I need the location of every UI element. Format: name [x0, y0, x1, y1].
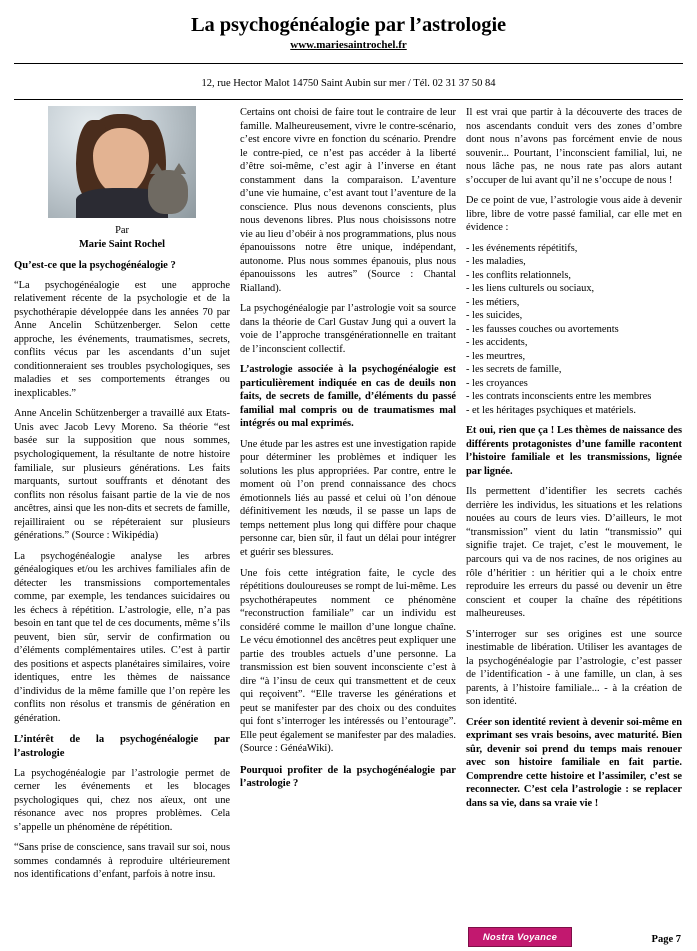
- paragraph: La psychogénéalogie par l’astrologie permet de cerner les événements et les blocages psychologiques qui, chez nos aïeux, ont une résonance avec nos propres problèmes. Cela s’appelle un phénomène de répétition.: [14, 767, 230, 833]
- list-item: - les meurtres,: [466, 350, 526, 362]
- list-item: - les contrats inconscients entre les membres: [466, 391, 652, 403]
- author-photo-block: [14, 106, 230, 251]
- byline: [14, 224, 230, 251]
- paragraph-bold: L’astrologie associée à la psychogénéalogie est particulièrement indiquée en cas de deuils non faits, de secrets de famille, d’éléments du passé familial mal compris ou de traumatismes mal intégrés ou mal exprimés.: [240, 364, 456, 430]
- paragraph: “La psychogénéalogie est une approche relativement récente de la psychologie et de la psychothérapie développée dans les années 70 par Anne Ancelin Schützenberger. Selon cette approche, les événements, traumatismes, secrets, conflits vécus par les ascendants d’un sujet conditionneraient ses troubles psychologiques, ses maladies et ses comportements étranges ou inexplicables.”: [14, 279, 230, 399]
- list-item: - les fausses couches ou avortements: [466, 323, 619, 335]
- list-item: - les maladies,: [466, 256, 526, 268]
- article-columns: [14, 106, 683, 889]
- paragraph-bold: Et oui, rien que ça ! Les thèmes de naissance des différents protagonistes d’une famille racontent l’histoire familiale et les transmissions, lignée par lignée.: [466, 425, 682, 477]
- paragraph: Une étude par les astres est une investigation rapide pour déterminer les problèmes et indiquer les solutions les plus appropriées. Par contre, entre le moment où l’on prend connaissance des chocs émotionnels liés au passé et celui où l’on dénoue définitivement les nœuds, il se passe un laps de temps nettement plus long qui diffère pour chaque personne car, bien sûr, il faut un délai pour intégrer et guérir ses blessures.: [240, 438, 456, 558]
- column-2: [240, 106, 456, 797]
- divider-top: [14, 63, 683, 64]
- author-name: Marie Saint Rochel: [79, 238, 165, 250]
- list-item: - les croyances: [466, 377, 528, 389]
- list-item: - et les héritages psychiques et matériels.: [466, 404, 636, 416]
- column-1: [14, 106, 230, 889]
- paragraph: La psychogénéalogie analyse les arbres généalogiques et/ou les archives familiales afin de détecter les transmissions comportementales comme, par exemple, les tendances suicidaires ou les échecs à répétition. L’astrologie, elle, n’a pas besoin en tant que tel de ces documents, même s’ils peuvent, bien sûr, servir de confirmation ou d’éléments complémentaires utiles. C’est à partir des positions et aspects planétaires similaires, voire identiques, entre les thèmes de naissance d’individus de la même famille que l’on repère les conflits non résolus et transmis de génération en génération.: [14, 550, 230, 724]
- list-item: - les accidents,: [466, 337, 528, 349]
- heading-interest: L’intérêt de la psychogénéalogie par l’astrologie: [14, 734, 230, 760]
- paragraph: “Sans prise de conscience, sans travail sur soi, nous sommes condamnés à reproduire ultérieurement nos identifications d’enfant, parfois à notre insu.: [14, 842, 230, 881]
- paragraph: Une fois cette intégration faite, le cycle des répétitions douloureuses se rompt de lui-même. Les psychothérapeutes nomment ce phénomène “reconstruction familiale” car un individu est considéré comme le maillon d’une longue chaîne. Le vécu émotionnel des ancêtres peut expliquer une partie des troubles actuels d’une personne. La transmission est bien souvent inconsciente c’est à dire “à l’insu de ceux qui transmettent et de ceux qui reçoivent”. “Elle traverse les générations et peut se manifester par des choix ou des conduites qui font s’interroger les intéressés ou l’entourage”. Elle peut également se manifester par des maladies. (Source : GénéaWiki).: [240, 567, 456, 755]
- heading-what-is: Qu’est-ce que la psychogénéalogie ?: [14, 260, 176, 272]
- paragraph-bold: Créer son identité revient à devenir soi-même en exprimant ses vrais besoins, avec maturité. Bien sûr, devenir soi prend du temps mais renouer avec son histoire familiale en fait partie. Comprendre cette histoire et l’assimiler, c’est se reconnecter. C’est cela l’astrologie : se replacer dans sa vie, dans sa vraie vie !: [466, 716, 682, 809]
- divider-bottom: [14, 99, 683, 100]
- paragraph: La psychogénéalogie par l’astrologie voit sa source dans la théorie de Carl Gustav Jung qui a ouvert la voie de l’approche transgénérationnelle en traitant de l’inconscient collectif.: [240, 303, 456, 355]
- paragraph: Certains ont choisi de faire tout le contraire de leur famille. Malheureusement, vivre le contre-scénario, c’est encore vivre en fonction du scénario. Prendre le contre-pied, ce n’est pas accéder à la liberté d’être soi-même, c’est agir à l’inverse en étant constamment dans la comparaison. L’aventure d’une vie humaine, c’est avant tout l’aventure de la conscience. Plus nous devenons conscients, plus nous devenons libres. Plus nous choisissons notre vie au lieu d’obéir à nos programmations, plus nous épanouissons notre être unique, indépendant, autonome. Plus nous sommes épanouis, plus nous épanouissons les autres” (Source : Chantal Rialland).: [240, 107, 456, 294]
- paragraph: Anne Ancelin Schützenberger a travaillé aux Etats-Unis avec Jacob Levy Moreno. Sa théorie “est basée sur la supposition que nous sommes, psychologiquement, la résultante de notre histoire familiale, sur plusieurs générations. Les faits marquants, surtout souffrants et dénotant des conflits non résolus faisant partie de la vie de nos ancêtres, ainsi que les non-dits et secrets de famille, rejailliraient ou se répéteraient sur plusieurs générations.” (Source : Wikipédia): [14, 408, 230, 542]
- byline-par: Par: [115, 225, 129, 236]
- website-link[interactable]: www.mariesaintrochel.fr: [290, 39, 407, 51]
- paragraph: Ils permettent d’identifier les secrets cachés derrière les individus, les situations et les relations nouées au cours de leurs vies. D’ailleurs, le mot “transmission” vient du latin “transmissio” qui signifie trajet. Ce trajet, c’est le mouvement, le parcours qui va de nos racines, de nos origines au rôle d’héritier : un héritier qui a le choix entre reproduire les erreurs du passé ou devenir un être conscient et couper la chaîne des répétitions malheureuses.: [466, 486, 682, 620]
- paragraph: S’interroger sur ses origines est une source inestimable de libération. Utiliser les avantages de la psychogénéalogie par l’astrologie, c’est passer de l’identification - à une famille, un clan, à ses parents, à l’histoire familiale... - à la création de son identité.: [466, 628, 682, 708]
- list-item: - les événements répétitifs,: [466, 242, 578, 254]
- paragraph: De ce point de vue, l’astrologie vous aide à devenir libre, libre de votre passé familial, car elle met en évidence :: [466, 195, 682, 234]
- logo-text: Nostra Voyance: [482, 931, 558, 943]
- list-item: - les liens culturels ou sociaux,: [466, 283, 595, 295]
- list-item: - les conflits relationnels,: [466, 269, 572, 281]
- benefits-list: [466, 242, 682, 418]
- list-item: - les métiers,: [466, 296, 520, 308]
- column-3: [466, 106, 682, 817]
- nostra-voyance-logo[interactable]: [468, 927, 572, 947]
- list-item: - les secrets de famille,: [466, 364, 562, 376]
- page-number: Page 7: [651, 934, 681, 945]
- contact-address: 12, rue Hector Malot 14750 Saint Aubin sur mer / Tél. 02 31 37 50 84: [201, 78, 496, 89]
- author-photo: [48, 106, 196, 218]
- paragraph: Il est vrai que partir à la découverte des traces de nos ascendants conduit vers des zones d’ombre dont nous n’avons pas forcément envie de nous souvenir... Pourtant, l’inconscient familial, lui, ne nous lâche pas, ne nous rate pas alors autant s’occuper de lui avant qu’il ne s’occupe de nous !: [466, 107, 682, 186]
- cat-icon: [148, 170, 188, 214]
- page-title: La psychogénéalogie par l’astrologie: [190, 14, 507, 36]
- list-item: - les suicides,: [466, 310, 523, 322]
- page-footer: [0, 925, 697, 949]
- heading-why: Pourquoi profiter de la psychogénéalogie par l’astrologie ?: [240, 764, 456, 790]
